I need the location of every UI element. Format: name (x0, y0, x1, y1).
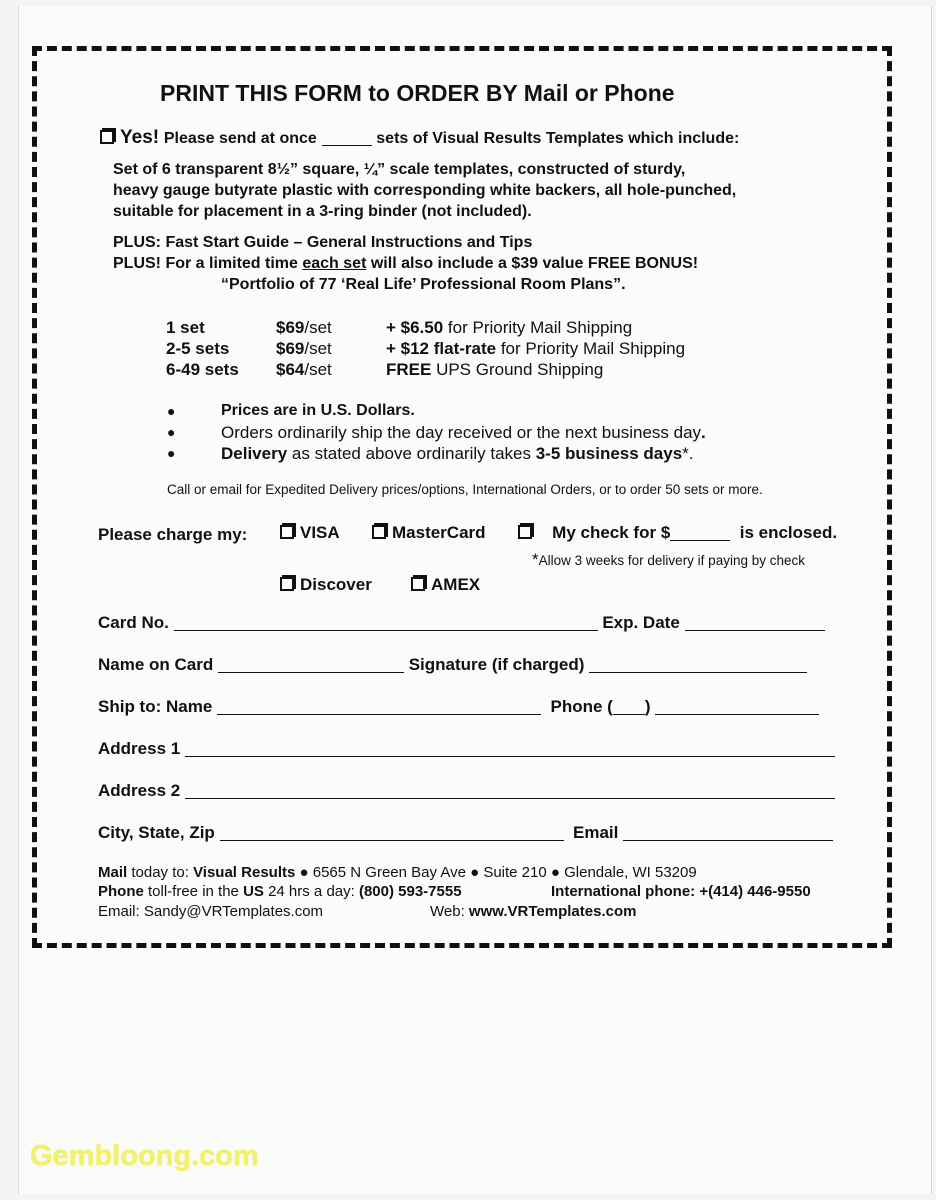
bullet-dot-2: ● (167, 424, 176, 440)
email-label: Email (573, 823, 619, 842)
allow-star: * (532, 550, 539, 569)
mastercard-option[interactable] (372, 523, 486, 543)
pricing-ship-3 (386, 360, 603, 380)
expedited-note: Call or email for Expedited Delivery prices/options, International Orders, or to order 50 sets or more. (167, 482, 763, 497)
footer-intl-phone[interactable]: International phone: +(414) 446-9550 (551, 883, 811, 900)
pricing-qty-2: 2-5 sets (166, 339, 230, 358)
footer-suite: Suite 210 (483, 864, 547, 881)
price-3-unit: /set (304, 360, 332, 379)
bullet-orders-period: . (701, 423, 706, 442)
allow-text: Allow 3 weeks for delivery if paying by check (538, 553, 805, 568)
check-label-after: is enclosed. (739, 523, 838, 542)
visa-label: VISA (300, 523, 340, 542)
description-line-3: suitable for placement in a 3-ring binder (not included). (113, 203, 532, 220)
pricing-price-2 (276, 339, 332, 359)
exp-date-label: Exp. Date (602, 613, 680, 632)
form-title: PRINT THIS FORM to ORDER BY Mail or Phone (160, 80, 675, 106)
city-row (98, 823, 833, 843)
card-number-field[interactable] (174, 614, 598, 631)
discover-option[interactable] (280, 575, 372, 595)
phone-label: Phone ( (550, 697, 613, 716)
description-line-1: Set of 6 transparent 8½” square, ¼” scale templates, constructed of sturdy, (113, 161, 686, 178)
plus-bonus (113, 255, 698, 273)
card-number-label: Card No. (98, 613, 169, 632)
watermark-text: Gembloong.com (30, 1140, 259, 1172)
footer-email-link[interactable]: Sandy@VRTemplates.com (143, 903, 324, 920)
address2-row (98, 781, 835, 801)
ship-to-row (98, 697, 819, 717)
ship-to-name-field[interactable] (217, 698, 541, 715)
footer-phone-label: Phone (98, 883, 144, 900)
bullet-orders-ship (221, 423, 706, 443)
pricing-price-3 (276, 360, 332, 380)
footer-phone-number[interactable]: (800) 593-7555 (358, 883, 462, 900)
ship-3-bold: FREE (386, 360, 432, 379)
city-label: City, State, Zip (98, 823, 215, 842)
plus-bonus-underlined: each set (302, 255, 367, 272)
bullet-dot-1: ● (167, 403, 176, 419)
charge-label: Please charge my: (98, 525, 248, 544)
check-option[interactable] (518, 523, 837, 543)
name-on-card-field[interactable] (218, 656, 404, 673)
description-line-2: heavy gauge butyrate plastic with corresponding white backers, all hole-punched, (113, 182, 737, 199)
plus-bonus-before: PLUS! For a limited time (113, 255, 303, 272)
visa-option[interactable] (280, 523, 340, 543)
phone-close-paren: ) (644, 697, 651, 716)
footer-mail-label: Mail (98, 864, 128, 881)
pricing-qty-3: 6-49 sets (166, 360, 239, 379)
ship-3-rest: UPS Ground Shipping (431, 360, 604, 379)
visa-checkbox[interactable] (280, 525, 294, 539)
pricing-ship-2 (386, 339, 685, 359)
portfolio-title: “Portfolio of 77 ‘Real Life’ Professional Room Plans”. (221, 276, 626, 293)
price-3-amount: $64 (276, 360, 305, 379)
price-1-amount: $69 (276, 318, 305, 337)
name-on-card-label: Name on Card (98, 655, 214, 674)
footer-web-link[interactable]: www.VRTemplates.com (468, 903, 637, 920)
footer-mail-line (98, 864, 697, 881)
bullet-delivery-label: Delivery (221, 444, 288, 463)
ship-to-name-label: Ship to: Name (98, 697, 213, 716)
footer-phone-text1: toll-free in the (143, 883, 244, 900)
ship-2-rest: for Priority Mail Shipping (496, 339, 686, 358)
phone-area-code-field[interactable] (613, 698, 645, 715)
footer-address: 6565 N Green Bay Ave (312, 864, 466, 881)
footer-phone-line (98, 883, 462, 900)
yes-line (100, 127, 739, 149)
pricing-qty-1: 1 set (166, 318, 205, 337)
mastercard-label: MasterCard (392, 523, 486, 542)
ship-2-bold: + $12 flat-rate (386, 339, 497, 358)
yes-label: Yes! (120, 127, 160, 148)
bullet-dot-3: ● (167, 445, 176, 461)
check-checkbox[interactable] (518, 525, 532, 539)
discover-checkbox[interactable] (280, 577, 294, 591)
price-2-unit: /set (304, 339, 332, 358)
plus-fast-start: PLUS: Fast Start Guide – General Instructions and Tips (113, 234, 533, 251)
bullet-delivery-end: *. (682, 444, 694, 463)
footer-bullet-2: ● (470, 864, 480, 881)
address2-field[interactable] (185, 782, 835, 799)
footer-city: Glendale, WI 53209 (564, 864, 697, 881)
footer-mail-text: today to: (127, 864, 194, 881)
bullet-delivery-text: as stated above ordinarily takes (287, 444, 536, 463)
bullet-delivery (221, 444, 694, 464)
footer-web-label: Web: (430, 903, 469, 920)
footer-company: Visual Results (193, 864, 296, 881)
address1-field[interactable] (185, 740, 835, 757)
check-amount-field[interactable] (670, 524, 730, 541)
footer-bullet-3: ● (550, 864, 560, 881)
pricing-price-1 (276, 318, 332, 338)
bullet-delivery-days: 3-5 business days (535, 444, 683, 463)
signature-field[interactable] (589, 656, 807, 673)
price-1-unit: /set (304, 318, 332, 337)
city-field[interactable] (220, 824, 564, 841)
exp-date-field[interactable] (685, 614, 825, 631)
bullet-orders-text: Orders ordinarily ship the day received or the next business day (221, 423, 702, 442)
address2-label: Address 2 (98, 781, 181, 800)
address1-label: Address 1 (98, 739, 181, 758)
yes-checkbox[interactable] (100, 130, 114, 144)
footer-phone-text2: 24 hrs a day: (263, 883, 359, 900)
yes-text-before: Please send at once (163, 130, 317, 147)
email-field[interactable] (623, 824, 833, 841)
address1-row (98, 739, 835, 759)
name-on-card-row (98, 655, 807, 675)
phone-number-field[interactable] (655, 698, 819, 715)
footer-us: US (243, 883, 264, 900)
footer-web-line (430, 903, 636, 920)
footer-email-label: Email: (98, 903, 144, 920)
yes-text-after: sets of Visual Results Templates which include: (376, 130, 740, 147)
amex-option[interactable] (411, 575, 480, 595)
allow-note (532, 550, 805, 570)
ship-1-bold: + $6.50 (386, 318, 444, 337)
pricing-ship-1 (386, 318, 632, 338)
bullet-prices: Prices are in U.S. Dollars. (221, 402, 415, 419)
amex-label: AMEX (431, 575, 481, 594)
sets-quantity-field[interactable] (322, 129, 372, 146)
ship-1-rest: for Priority Mail Shipping (443, 318, 633, 337)
discover-label: Discover (300, 575, 372, 594)
mastercard-checkbox[interactable] (372, 525, 386, 539)
signature-label: Signature (if charged) (408, 655, 585, 674)
check-label-before: My check for $ (552, 523, 671, 542)
plus-bonus-after: will also include a $39 value FREE BONUS! (366, 255, 699, 272)
card-number-row (98, 613, 825, 633)
amex-checkbox[interactable] (411, 577, 425, 591)
footer-bullet-1: ● (299, 864, 309, 881)
price-2-amount: $69 (276, 339, 305, 358)
footer-email-line (98, 903, 323, 920)
